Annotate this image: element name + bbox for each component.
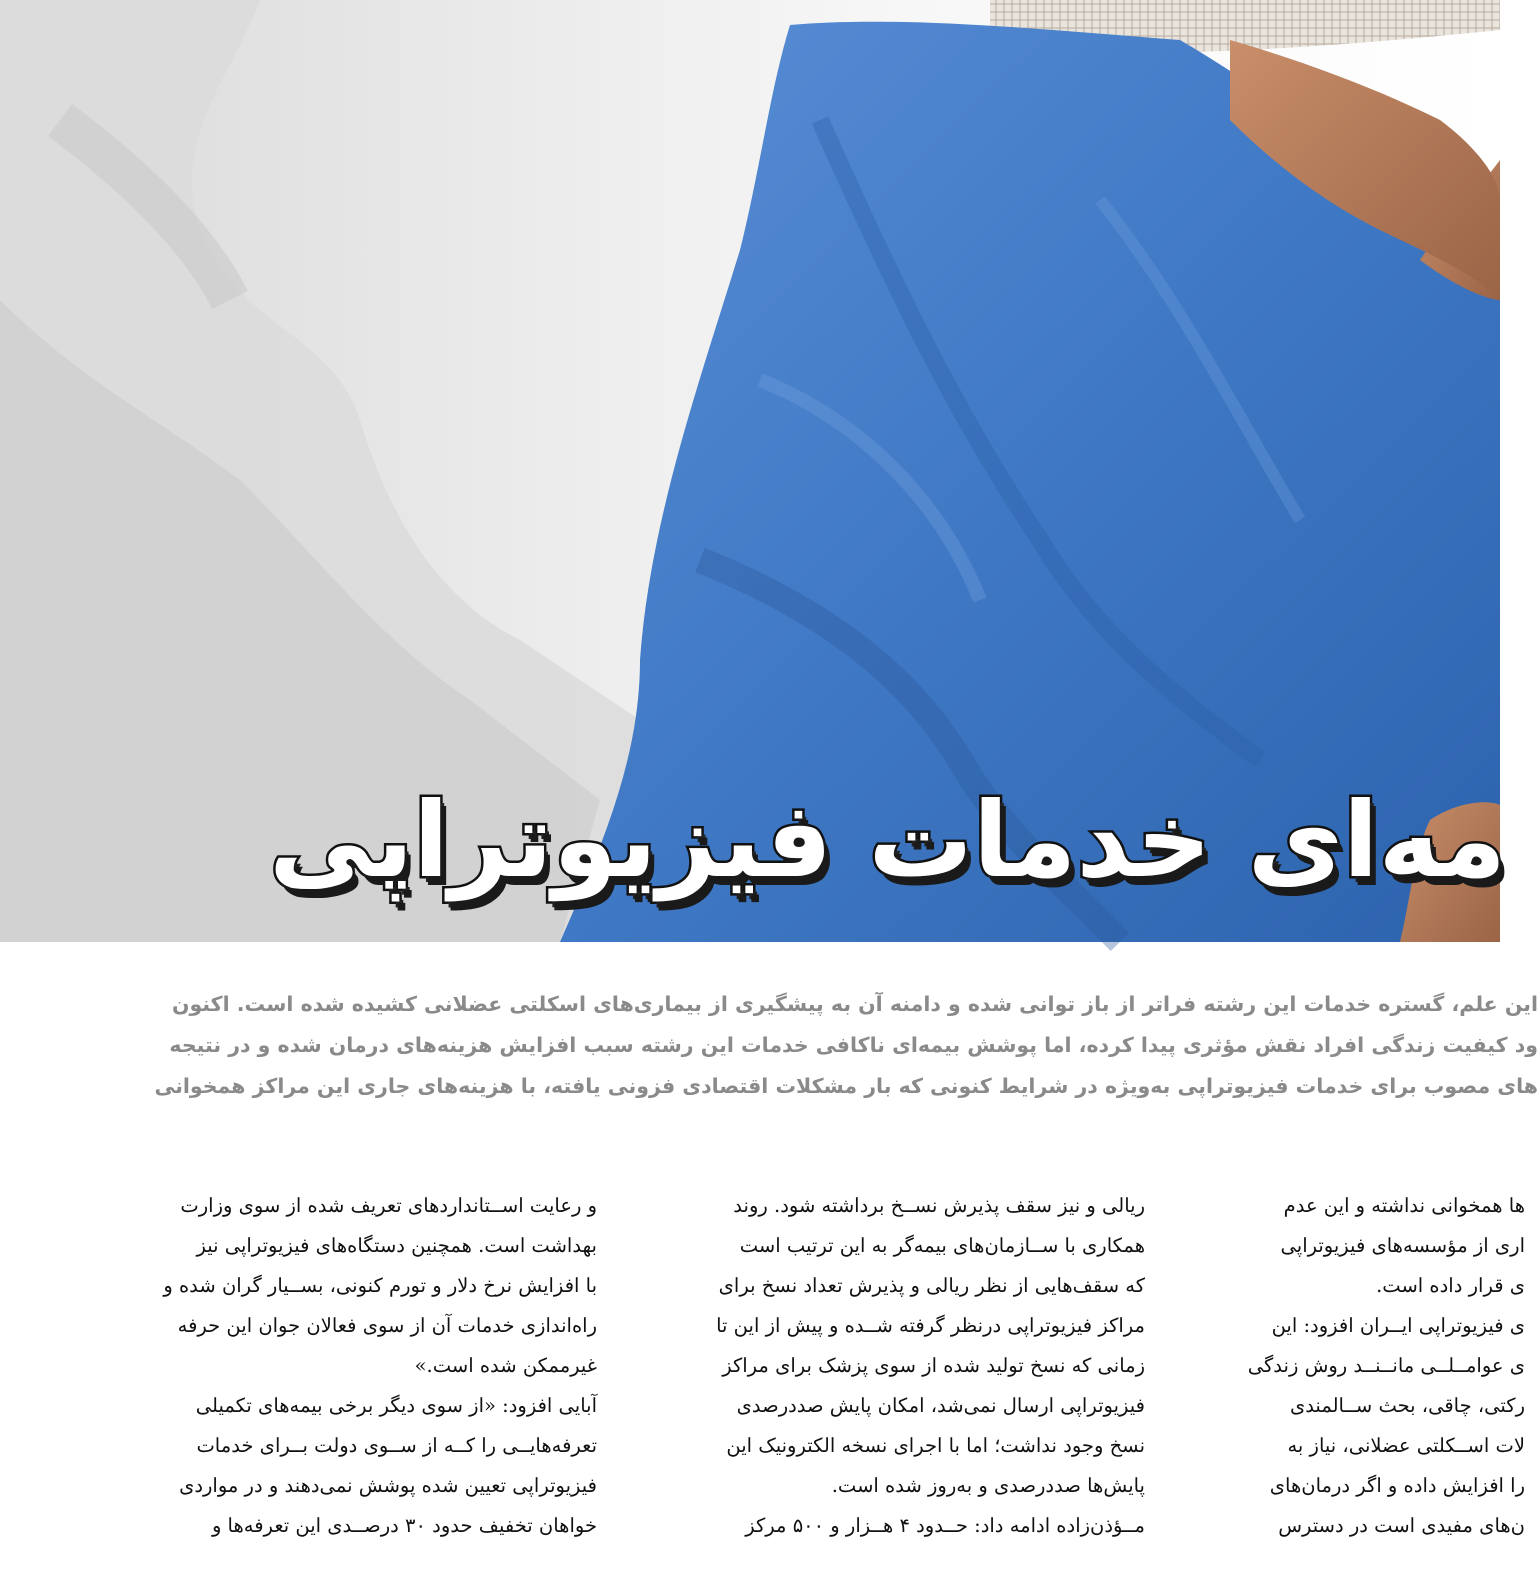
body-line: ریالی و نیز سقف پذیرش نســخ برداشته شود. روند xyxy=(733,1194,1145,1217)
body-line: زمانی که نسخ تولید شده از سوی پزشک برای مراکز xyxy=(722,1354,1145,1377)
body-line: اری از مؤسسه‌های فیزیوتراپی xyxy=(1280,1234,1525,1257)
body-line: همکاری با ســازمان‌های بیمه‌گر به این ترتیب است xyxy=(739,1234,1145,1257)
body-line: پایش‌ها صددرصدی و به‌روز شده است. xyxy=(831,1474,1145,1497)
body-line: ن‌های مفیدی است در دسترس xyxy=(1278,1514,1525,1537)
body-line: فیزیوتراپی تعیین شده پوشش نمی‌دهند و در مواردی xyxy=(179,1474,597,1497)
body-line: بهداشت است. همچنین دستگاه‌های فیزیوتراپی نیز xyxy=(196,1234,597,1257)
lead-line: ود کیفیت زندگی افراد نقش مؤثری پیدا کرده، اما پوشش بیمه‌ای ناکافی خدمات این رشته سبب افزایش هزینه‌های درمان شده و در نتیجه xyxy=(169,1033,1538,1057)
body-column-left xyxy=(97,1186,597,1546)
body-line: مراکز فیزیوتراپی درنظر گرفته شــده و پیش از این تا xyxy=(716,1314,1145,1337)
body-line: غیرممکن شده است.» xyxy=(414,1354,597,1377)
body-line: ی فیزیوتراپی ایــران افزود: این xyxy=(1271,1314,1525,1337)
body-column-right xyxy=(1195,1186,1525,1546)
body-line: لات اســکلتی عضلانی، نیاز به xyxy=(1287,1434,1525,1457)
body-line: خواهان تخفیف حدود ۳۰ درصــدی این تعرفه‌ها و xyxy=(211,1514,597,1537)
body-line: که سقف‌هایی از نظر ریالی و پذیرش تعداد نسخ برای xyxy=(718,1274,1145,1297)
body-line: ی قرار داده است. xyxy=(1376,1274,1525,1297)
body-line: راه‌اندازی خدمات آن از سوی فعالان جوان این حرفه xyxy=(177,1314,597,1337)
body-line: نسخ وجود نداشت؛ اما با اجرای نسخه الکترونیک این xyxy=(726,1434,1145,1457)
lead-line: این علم، گستره خدمات این رشته فراتر از باز توانی شده و دامنه آن به پیشگیری از بیماری‌های اسکلتی عضلانی کشیده شده است. اکنون xyxy=(171,992,1538,1016)
body-line: و رعایت اســتانداردهای تعریف شده از سوی وزارت xyxy=(180,1194,597,1217)
body-line: با افزایش نرخ دلار و تورم کنونی، بســیار گران شده و xyxy=(163,1274,597,1297)
body-line: رکتی، چاقی، بحث ســالمندی xyxy=(1289,1394,1525,1417)
body-line: فیزیوتراپی ارسال نمی‌شد، امکان پایش صددرصدی xyxy=(736,1394,1145,1417)
body-line: آبایی افزود: «از سوی دیگر برخی بیمه‌های تکمیلی xyxy=(195,1394,597,1417)
article-headline: مه‌ای خدمات فیزیوتراپی xyxy=(269,779,1506,901)
body-line: ی عوامــلــی مانــنــد روش زندگی xyxy=(1247,1354,1525,1377)
body-column-middle xyxy=(645,1186,1145,1546)
article-lead xyxy=(98,984,1538,1107)
body-line: را افزایش داده و اگر درمان‌های xyxy=(1269,1474,1525,1497)
body-line: تعرفه‌هایــی را کــه از ســوی دولت بــرای خدمات xyxy=(196,1434,597,1457)
lead-line: های مصوب برای خدمات فیزیوتراپی به‌ویژه در شرایط کنونی که بار مشکلات اقتصادی فزونی یافته، با هزینه‌های جاری این مراکز همخوانی xyxy=(154,1074,1538,1098)
body-line: ها همخوانی نداشته و این عدم xyxy=(1283,1194,1525,1217)
body-line: مــؤذن‌زاده ادامه داد: حــدود ۴ هــزار و ۵۰۰ مرکز xyxy=(745,1514,1145,1537)
